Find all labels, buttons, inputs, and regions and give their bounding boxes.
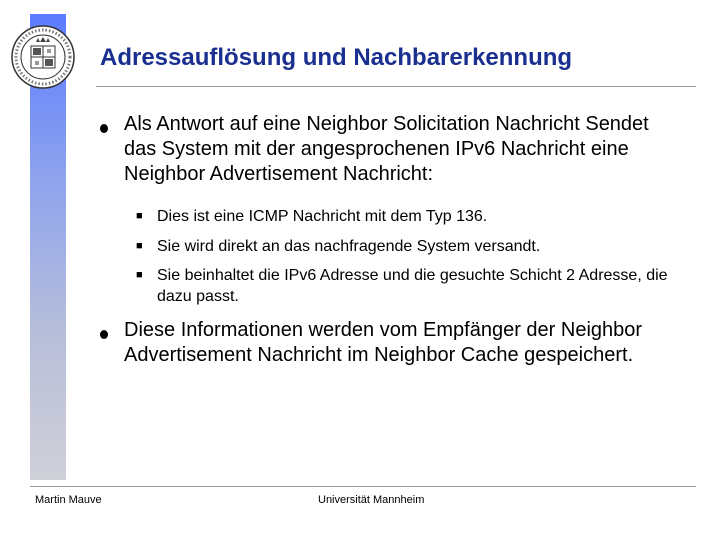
square-bullet-icon: ■	[136, 210, 143, 222]
sub-bullet-text: Sie wird direkt an das nachfragende System versandt.	[157, 238, 541, 255]
footer-institution: Universität Mannheim	[318, 494, 425, 506]
slide-title: Adressauflösung und Nachbarerkennung	[100, 44, 573, 71]
square-bullet-icon: ■	[136, 269, 143, 281]
bullet-dot-icon	[100, 124, 108, 133]
footer-divider	[30, 486, 696, 487]
bullet-dot-icon	[100, 330, 108, 339]
sub-bullet-text: Dies ist eine ICMP Nachricht mit dem Typ 136.	[157, 208, 488, 225]
footer-author: Martin Mauve	[35, 494, 102, 506]
bullet-text: Als Antwort auf eine Neighbor Solicitation Nachricht Sendet das System mit der angesprochenen IPv6 Nachricht eine Neighbor Advertisement Nachricht:	[124, 113, 649, 185]
square-bullet-icon: ■	[136, 240, 143, 252]
sub-bullet-text: Sie beinhaltet die IPv6 Adresse und die gesuchte Schicht 2 Adresse, die dazu passt.	[157, 267, 668, 305]
bullet-text: Diese Informationen werden vom Empfänger der Neighbor Advertisement Nachricht im Neighbor Cache gespeichert.	[124, 319, 643, 366]
